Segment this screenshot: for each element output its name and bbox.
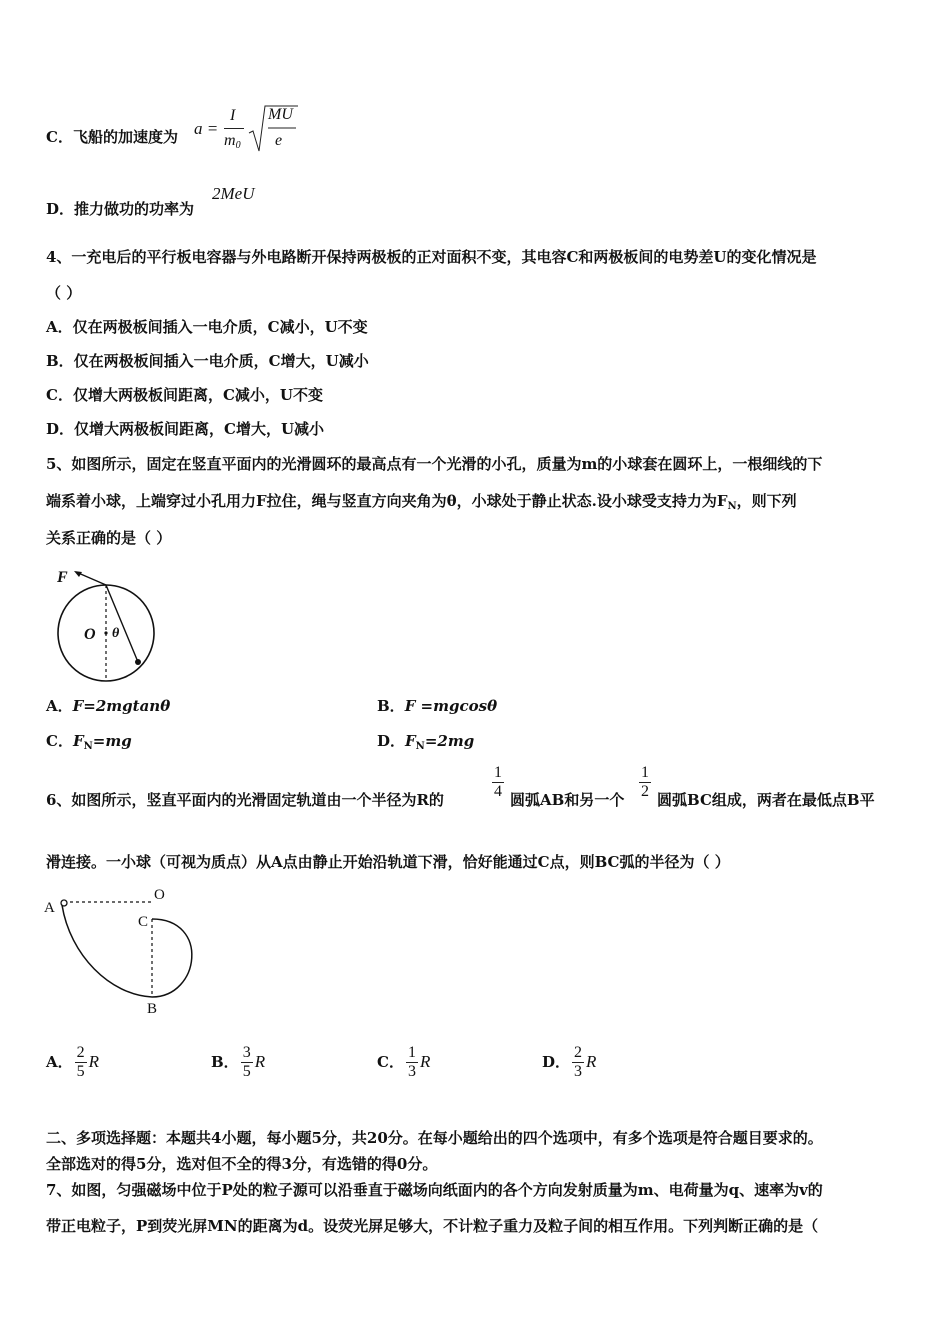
label-theta: θ <box>112 626 120 641</box>
formula-frac-num: I <box>230 107 236 124</box>
label-b: B <box>147 1001 158 1017</box>
label-f: F <box>57 569 68 586</box>
q5-option-b: B．F =mgcosθ <box>377 697 498 715</box>
q4-stem-line1: 4、一充电后的平行板电容器与外电路断开保持两极板的正对面积不变，其电容C和两极板间的电势差U的变化情况是 <box>46 248 817 266</box>
q6-option-a: A． $\frac{2}{5}$ R <box>46 1044 100 1080</box>
fraction-bar <box>224 128 244 129</box>
q6-stem-line2: 滑连接。一小球（可视为质点）从A点由静止开始沿轨道下滑，恰好能通过C点，则BC弧的半径为（ ） <box>46 853 730 871</box>
q6-stem-part2: 圆弧AB和另一个 <box>510 791 625 809</box>
q6-stem-part3: 圆弧BC组成，两者在最低点B平 <box>657 791 875 809</box>
q5-stem-line2: 端系着小球，上端穿过小孔用力F拉住，绳与竖直方向夹角为θ，小球处于静止状态.设小球受支持力为$F_N$，则下列 <box>46 492 797 512</box>
center-dot <box>104 631 107 634</box>
formula-lhs: a = <box>194 119 219 138</box>
q5-option-a: A．F=2mgtanθ <box>46 697 171 715</box>
q5-stem-line3: 关系正确的是（ ） <box>46 529 172 547</box>
section2-line2: 全部选对的得5分，选对但不全的得3分，有选错的得0分。 <box>46 1155 438 1173</box>
formula-frac-den: $m_0$ <box>224 132 241 151</box>
q6-option-d: D． $\frac{2}{3}$ R <box>542 1044 597 1080</box>
ball-a <box>61 900 67 906</box>
label-c: C <box>138 914 149 930</box>
label-a: A <box>44 900 55 916</box>
q6-frac-quarter: $\frac{1}{4}$ <box>494 764 502 800</box>
q4-option-a: A．仅在两极板间插入一电介质，C减小，U不变 <box>46 318 368 336</box>
q3-option-c-formula <box>194 103 304 159</box>
sqrt-den: e <box>275 132 283 149</box>
label-o: O <box>84 626 96 643</box>
q5-stem-line1: 5、如图所示，固定在竖直平面内的光滑圆环的最高点有一个光滑的小孔，质量为m的小球套在圆环上，一根细线的下 <box>46 455 823 473</box>
q4-option-c: C．仅增大两极板间距离，C减小，U不变 <box>46 386 323 404</box>
q7-stem-line1: 7、如图，匀强磁场中位于P处的粒子源可以沿垂直于磁场向纸面内的各个方向发射质量为m、电荷量为q、速率为v的 <box>46 1181 823 1199</box>
q3-option-d-label: D．推力做功的功率为 <box>46 200 195 218</box>
ball <box>135 659 141 665</box>
q6-figure-track <box>40 885 230 1020</box>
sqrt-num: MU <box>268 106 293 123</box>
label-o: O <box>154 887 165 903</box>
arc-bc <box>152 919 192 997</box>
q5-option-d: D．$F_N=2mg$ <box>377 732 475 752</box>
q7-stem-line2: 带正电粒子，P到荧光屏MN的距离为d。设荧光屏足够大，不计粒子重力及粒子间的相互作用。下列判断正确的是（ <box>46 1217 819 1235</box>
section2-line1: 二、多项选择题：本题共4小题，每小题5分，共20分。在每小题给出的四个选项中，有多个选项是符合题目要求的。 <box>46 1129 823 1147</box>
q3-option-d-formula: 2MeU <box>212 184 255 203</box>
q4-option-d: D．仅增大两极板间距离，C增大，U减小 <box>46 420 325 438</box>
q4-stem-line2: （ ） <box>46 284 82 302</box>
q6-option-b: B． $\frac{3}{5}$ R <box>211 1044 266 1080</box>
q4-option-b: B．仅在两极板间插入一电介质，C增大，U减小 <box>46 352 369 370</box>
q5-figure-ring <box>50 565 162 683</box>
q3-option-d <box>46 199 194 219</box>
q6-frac-half: $\frac{1}{2}$ <box>641 764 649 800</box>
q6-stem-line1: 6、如图所示，竖直平面内的光滑固定轨道由一个半径为R的 <box>46 791 444 809</box>
string-line <box>106 585 138 662</box>
q5-option-c: C．$F_N=mg$ <box>46 732 132 752</box>
q3-option-c <box>46 127 178 147</box>
q3-option-c-label: C．飞船的加速度为 <box>46 128 178 146</box>
q6-option-c: C． $\frac{1}{3}$ R <box>377 1044 431 1080</box>
